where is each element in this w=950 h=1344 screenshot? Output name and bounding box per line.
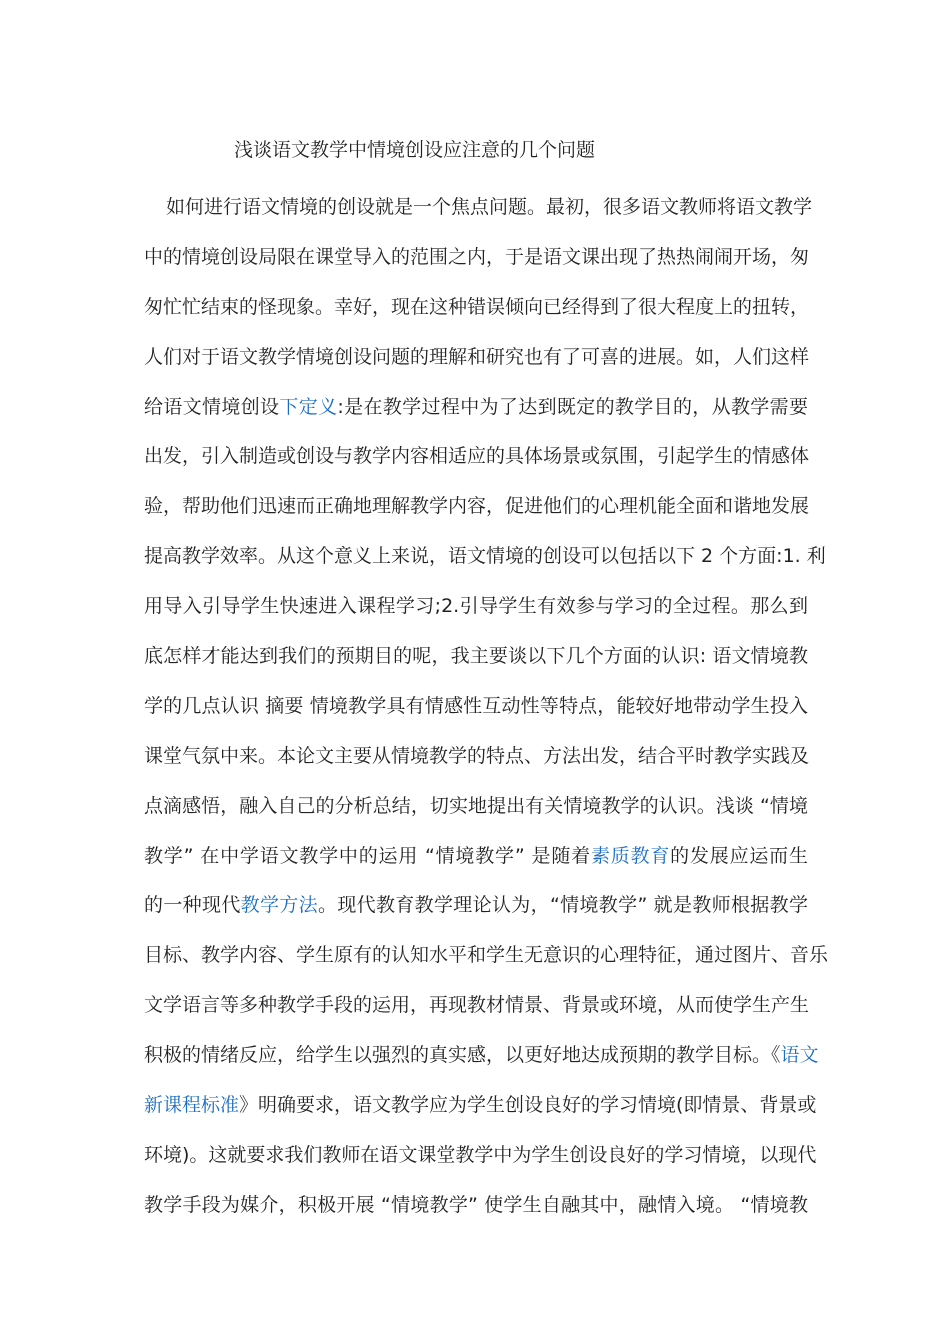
text-run: 》明确要求，语文教学应为学生创设良好的学习情境(即情景、背景或 bbox=[239, 1094, 817, 1117]
text-run: 。现代教育教学理论认为，“情境教学” 就是教师根据教学 bbox=[317, 894, 808, 917]
text-run: 学的几点认识 摘要 情境教学具有情感性互动性等特点，能较好地带动学生投入 bbox=[144, 694, 808, 717]
text-line bbox=[144, 782, 808, 832]
body-paragraph bbox=[144, 183, 829, 1231]
text-run: 教学手段为媒介，积极开展 “情境教学” 使学生自融其中，融情入境。 “情境教 bbox=[144, 1193, 808, 1216]
text-line bbox=[144, 383, 808, 433]
text-run: 底怎样才能达到我们的预期目的呢，我主要谈以下几个方面的认识: 语文情境教 bbox=[144, 645, 808, 668]
text-run: 点滴感悟，融入自己的分析总结，切实地提出有关情境教学的认识。浅谈 “情境 bbox=[144, 794, 808, 817]
text-line bbox=[144, 233, 808, 283]
text-run: 人们对于语文教学情境创设问题的理解和研究也有了可喜的进展。如，人们这样 bbox=[144, 345, 810, 368]
text-line bbox=[144, 432, 808, 482]
text-line bbox=[144, 482, 808, 532]
text-line bbox=[144, 632, 808, 682]
text-line bbox=[144, 832, 808, 882]
text-line bbox=[144, 881, 808, 931]
hyperlink[interactable]: 语文 bbox=[780, 1044, 819, 1067]
text-run: 中的情境创设局限在课堂导入的范围之内，于是语文课出现了热热闹闹开场，匆 bbox=[144, 245, 810, 268]
text-line bbox=[144, 981, 808, 1031]
hyperlink[interactable]: 教学方法 bbox=[240, 894, 318, 917]
text-run: 提高教学效率。从这个意义上来说，语文情境的创设可以包括以下 2 个方面:1. 利 bbox=[144, 545, 826, 568]
text-run: 验，帮助他们迅速而正确地理解教学内容，促进他们的心理机能全面和谐地发展 bbox=[144, 495, 810, 518]
document-title: 浅谈语文教学中情境创设应注意的几个问题 bbox=[234, 139, 596, 161]
text-run: :是在教学过程中为了达到既定的教学目的，从教学需要 bbox=[337, 395, 808, 418]
text-run: 课堂气氛中来。本论文主要从情境教学的特点、方法出发，结合平时教学实践及 bbox=[144, 744, 810, 767]
text-line bbox=[144, 283, 808, 333]
text-run: 环境)。这就要求我们教师在语文课堂教学中为学生创设良好的学习情境，以现代 bbox=[144, 1143, 817, 1166]
text-run: 的一种现代 bbox=[144, 894, 241, 917]
text-line bbox=[144, 1181, 808, 1231]
text-run: 文学语言等多种教学手段的运用，再现教材情景、背景或环境，从而使学生产生 bbox=[144, 994, 810, 1017]
text-line bbox=[144, 1031, 819, 1081]
text-run: 如何进行语文情境的创设就是一个焦点问题。最初，很多语文教师将语文教学 bbox=[166, 196, 813, 218]
hyperlink[interactable]: 素质教育 bbox=[590, 844, 671, 867]
text-run: 的发展应运而生 bbox=[670, 844, 808, 867]
text-line bbox=[144, 582, 808, 632]
text-run: 给语文情境创设 bbox=[144, 395, 280, 418]
text-line bbox=[144, 732, 808, 782]
text-run: 教学” 在中学语文教学中的运用 “情境教学” 是随着 bbox=[144, 844, 591, 867]
text-line bbox=[144, 682, 808, 732]
hyperlink[interactable]: 新课程标准 bbox=[144, 1094, 240, 1117]
text-line bbox=[144, 183, 813, 233]
text-run: 目标、教学内容、学生原有的认知水平和学生无意识的心理特征，通过图片、音乐 bbox=[144, 944, 829, 967]
text-run: 匆忙忙结束的怪现象。幸好，现在这种错误倾向已经得到了很大程度上的扭转， bbox=[144, 295, 810, 318]
text-line bbox=[144, 931, 829, 981]
text-line bbox=[144, 532, 826, 582]
text-run: 出发，引入制造或创设与教学内容相适应的具体场景或氛围，引起学生的情感体 bbox=[144, 445, 810, 468]
text-line bbox=[144, 333, 808, 383]
text-run: 积极的情绪反应，给学生以强烈的真实感，以更好地达成预期的教学目标。《 bbox=[144, 1044, 781, 1067]
text-run: 用导入引导学生快速进入课程学习;2.引导学生有效参与学习的全过程。那么到 bbox=[144, 595, 808, 618]
text-line bbox=[144, 1081, 817, 1131]
text-line bbox=[144, 1131, 817, 1181]
hyperlink[interactable]: 下定义 bbox=[279, 395, 338, 418]
